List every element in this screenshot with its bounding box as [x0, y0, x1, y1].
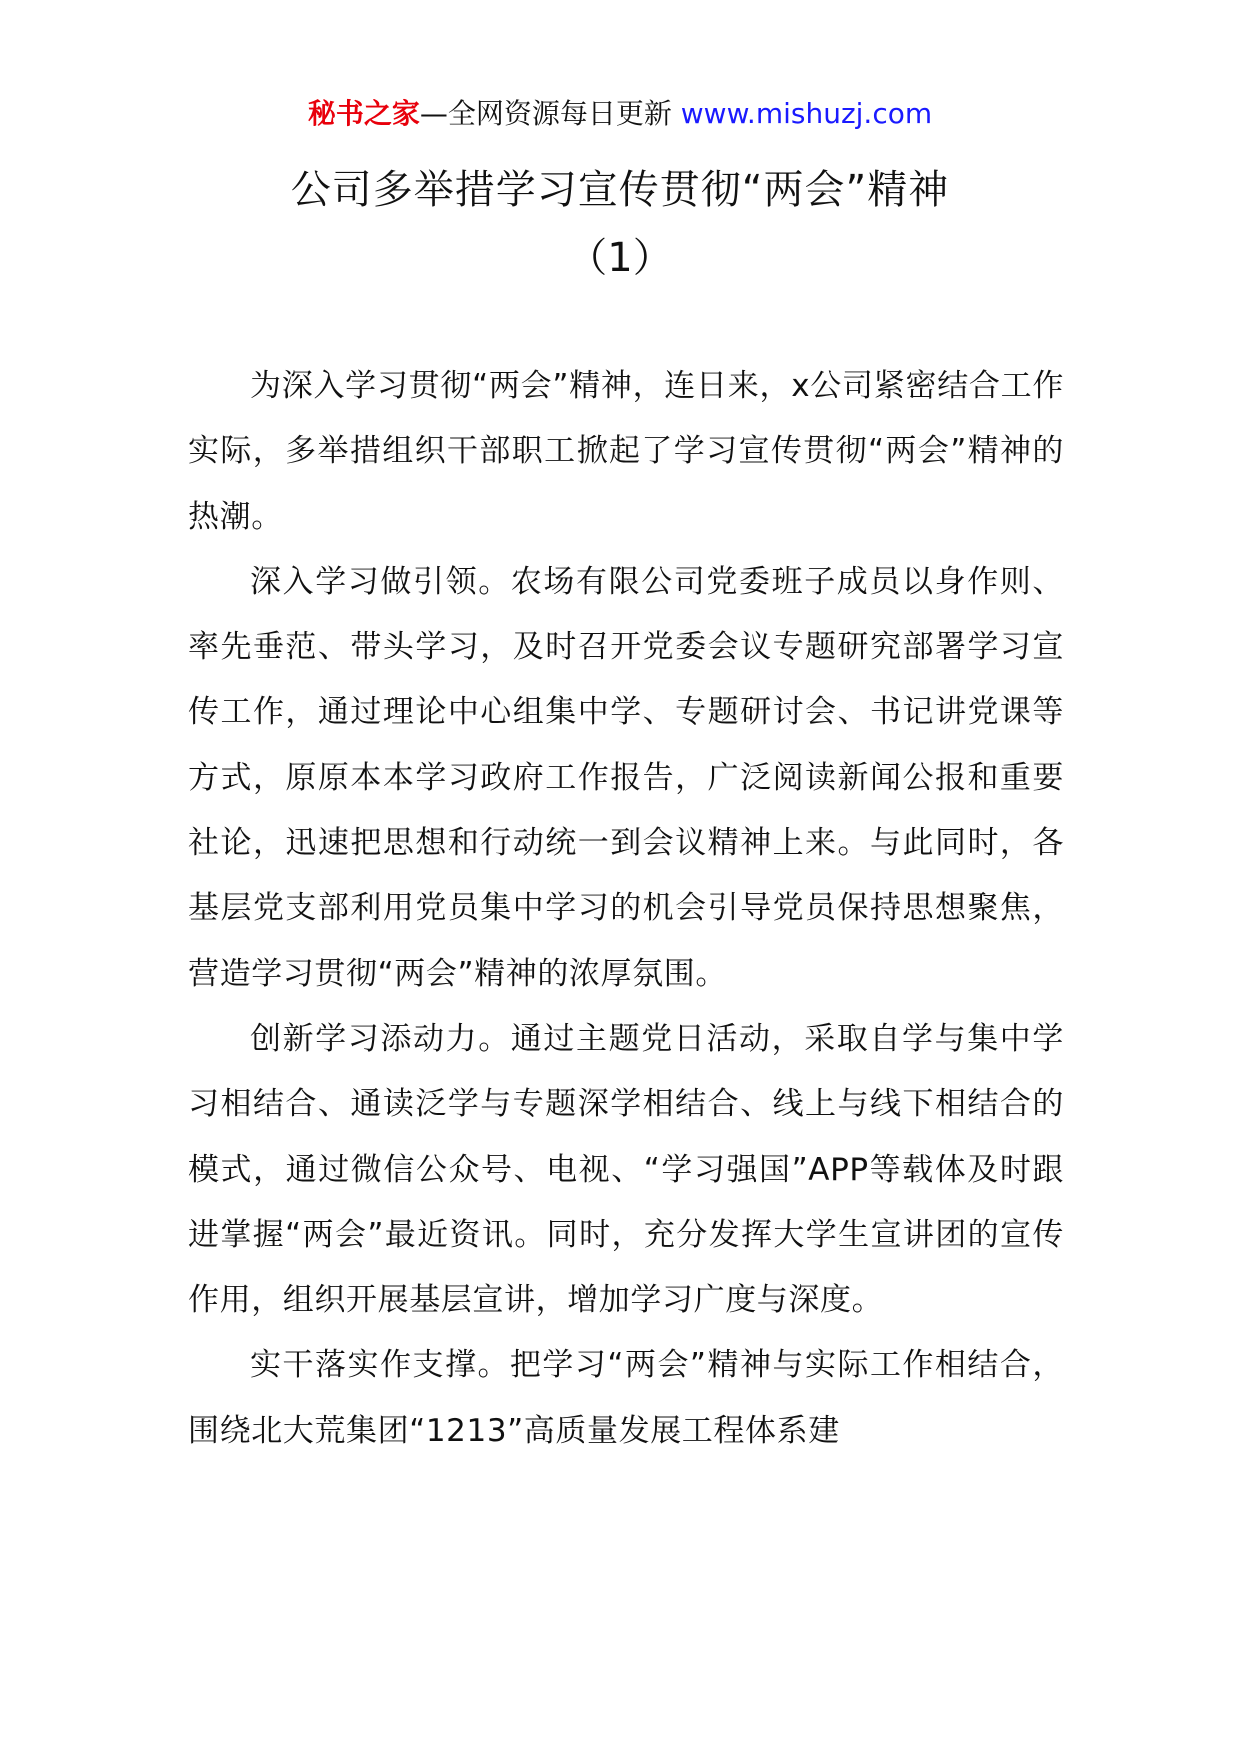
- paragraph-innovative-study: 创新学习添动力。通过主题党日活动，采取自学与集中学习相结合、通读泛学与专题深学相结合、线上与线下相结合的模式，通过微信公众号、电视、“学习强国”APP等载体及时跟进掌握“两会”最近资讯。同时，充分发挥大学生宣讲团的宣传作用，组织开展基层宣讲，增加学习广度与深度。: [188, 1020, 1064, 1319]
- document-subtitle: （1）: [567, 235, 673, 281]
- site-header-banner: [0, 94, 1240, 134]
- header-slogan: —全网资源每日更新: [419, 97, 681, 130]
- website-link[interactable]: www.mishuzj.com: [680, 97, 933, 130]
- brand-name: 秘书之家: [307, 97, 420, 130]
- paragraph-intro: 为深入学习贯彻“两会”精神，连日来，x公司紧密结合工作实际，多举措组织干部职工掀起了学习宣传贯彻“两会”精神的热潮。: [188, 368, 1064, 535]
- paragraph-practical-implementation: 实干落实作支撑。把学习“两会”精神与实际工作相结合，围绕北大荒集团“1213”高质量发展工程体系建: [188, 1347, 1064, 1449]
- document-title: 公司多举措学习宣传贯彻“两会”精神: [290, 167, 950, 213]
- document-body: [188, 354, 1064, 1464]
- paragraph-study-leadership: 深入学习做引领。农场有限公司党委班子成员以身作则、率先垂范、带头学习，及时召开党委会议专题研究部署学习宣传工作，通过理论中心组集中学、专题研讨会、书记讲党课等方式，原原本本学习政府工作报告，广泛阅读新闻公报和重要社论，迅速把思想和行动统一到会议精神上来。与此同时，各基层党支部利用党员集中学习的机会引导党员保持思想聚焦，营造学习贯彻“两会”精神的浓厚氛围。: [188, 563, 1064, 992]
